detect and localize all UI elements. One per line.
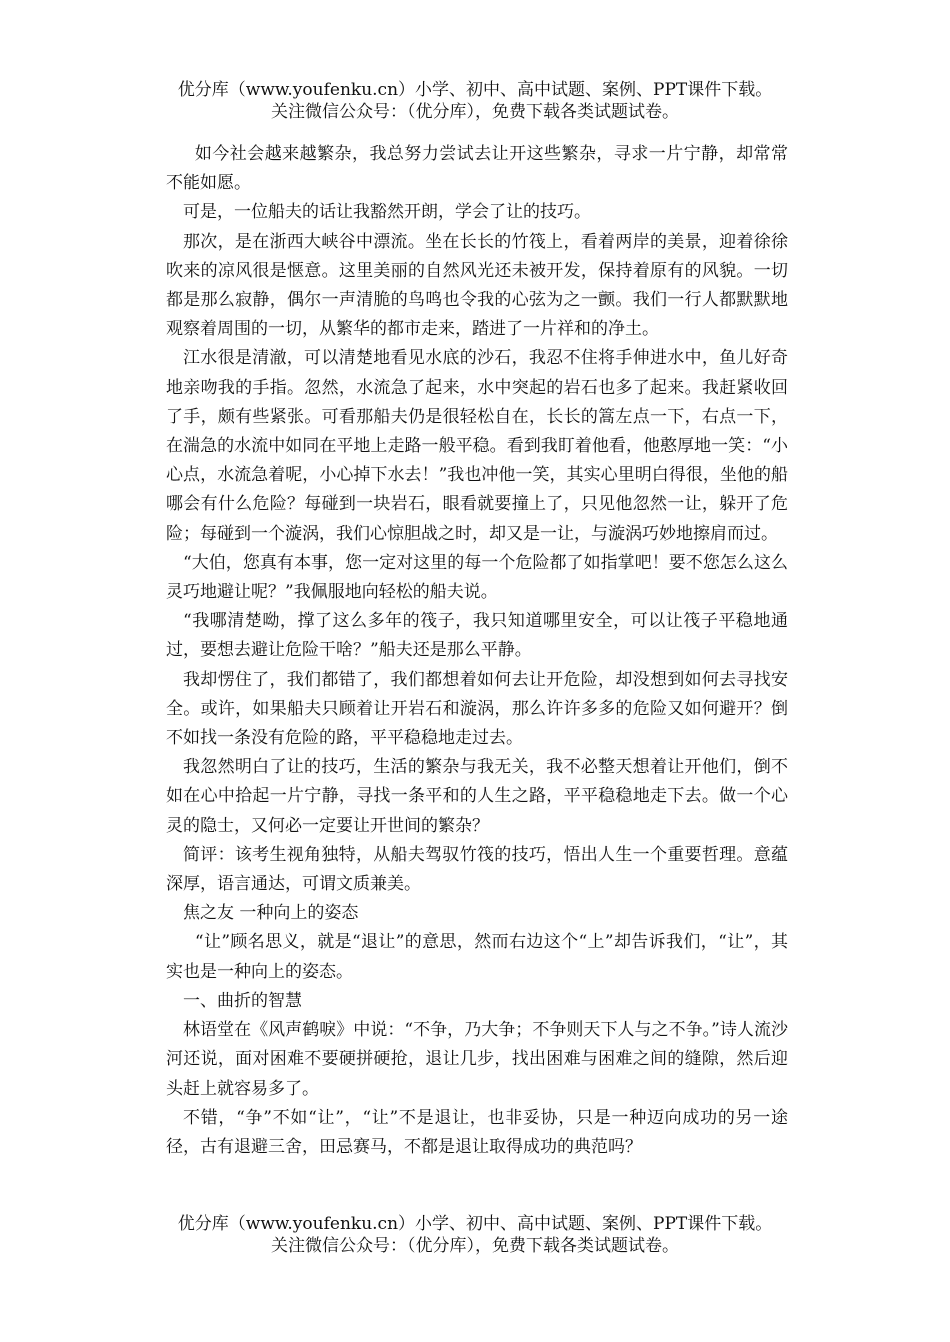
header-line-2: 关注微信公众号：（优分库），免费下载各类试题试卷。 bbox=[271, 102, 679, 122]
paragraph: “让”顾名思义，就是“退让”的意思，然而右边这个“上”却告诉我们，“让”，其实也是一种向上的姿态。 bbox=[166, 932, 788, 982]
paragraph: “我哪清楚呦，撑了这么多年的筏子，我只知道哪里安全，可以让筏子平稳地通过，要想去避让危险干啥？”船夫还是那么平静。 bbox=[166, 611, 788, 661]
article-body bbox=[166, 140, 788, 1162]
page-footer bbox=[0, 1213, 950, 1257]
page-header bbox=[0, 79, 950, 123]
paragraph: 可是，一位船夫的话让我豁然开朗，学会了让的技巧。 bbox=[183, 202, 591, 223]
paragraph: 江水很是清澈，可以清楚地看见水底的沙石，我忍不住将手伸进水中，鱼儿好奇地亲吻我的手指。忽然，水流急了起来，水中突起的岩石也多了起来。我赶紧收回了手，颇有些紧张。可看那船夫仍是很轻松自在，长长的篙左点一下，右点一下，在湍急的水流中如同在平地上走路一般平稳。看到我盯着他看，他憨厚地一笑：“小心点，水流急着呢，小心掉下水去！”我也冲他一笑，其实心里明白得很，坐他的船哪会有什么危险？每碰到一块岩石，眼看就要撞上了，只见他忽然一让，躲开了危险；每碰到一个漩涡，我们心惊胆战之时，却又是一让，与漩涡巧妙地擦肩而过。 bbox=[166, 348, 788, 544]
section-heading: 一、曲折的智慧 bbox=[183, 990, 302, 1011]
commentary-paragraph: 简评：该考生视角独特，从船夫驾驭竹筏的技巧，悟出人生一个重要哲理。意蕴深厚，语言通达，可谓文质兼美。 bbox=[166, 844, 788, 895]
paragraph: 不错，“争”不如“让”，“让”不是退让，也非妥协，只是一种迈向成功的另一途径，古有退避三舍，田忌赛马，不都是退让取得成功的典范吗？ bbox=[166, 1107, 788, 1157]
paragraph: 如今社会越来越繁杂，我总努力尝试去让开这些繁杂，寻求一片宁静，却常常不能如愿。 bbox=[166, 144, 788, 194]
essay-title: 焦之友 一种向上的姿态 bbox=[183, 903, 359, 924]
paragraph: “大伯，您真有本事，您一定对这里的每一个危险都了如指掌吧！要不您怎么这么灵巧地避让呢？”我佩服地向轻松的船夫说。 bbox=[166, 552, 788, 603]
header-line-1: 优分库（www.youfenku.cn）小学、初中、高中试题、案例、PPT课件下载。 bbox=[177, 80, 773, 100]
paragraph: 我忽然明白了让的技巧，生活的繁杂与我无关，我不必整天想着让开他们，倒不如在心中拾起一片宁静，寻找一条平和的人生之路，平平稳稳地走下去。做一个心灵的隐士，又何必一定要让开世间的繁杂？ bbox=[166, 757, 788, 836]
paragraph: 我却愣住了，我们都错了，我们都想着如何去让开危险，却没想到如何去寻找安全。或许，如果船夫只顾着让开岩石和漩涡，那么许许多多的危险又如何避开？倒不如找一条没有危险的路，平平稳稳地走过去。 bbox=[166, 669, 788, 749]
paragraph: 那次，是在浙西大峡谷中漂流。坐在长长的竹筏上，看着两岸的美景，迎着徐徐吹来的凉风很是惬意。这里美丽的自然风光还未被开发，保持着原有的风貌。一切都是那么寂静，偶尔一声清脆的鸟鸣也令我的心弦为之一颤。我们一行人都默默地观察着周围的一切，从繁华的都市走来，踏进了一片祥和的净土。 bbox=[166, 231, 788, 340]
footer-line-1: 优分库（www.youfenku.cn）小学、初中、高中试题、案例、PPT课件下载。 bbox=[177, 1214, 773, 1234]
paragraph: 林语堂在《风声鹤唳》中说：“不争，乃大争；不争则天下人与之不争。”诗人流沙河还说，面对困难不要硬拼硬抢，退让几步，找出困难与困难之间的缝隙，然后迎头赶上就容易多了。 bbox=[166, 1020, 788, 1099]
footer-line-2: 关注微信公众号：（优分库），免费下载各类试题试卷。 bbox=[271, 1236, 679, 1256]
